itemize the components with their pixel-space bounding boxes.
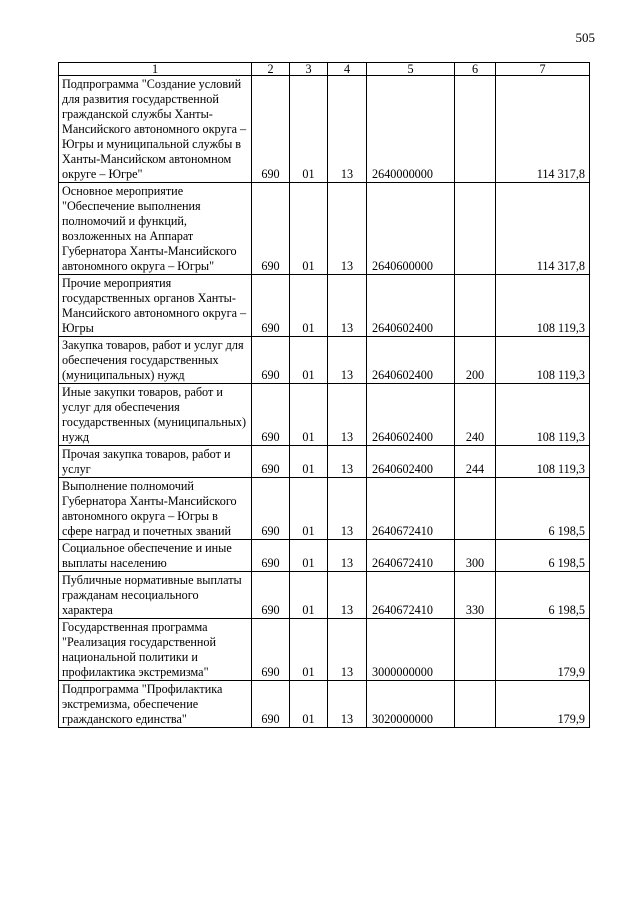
- row-amount: 108 119,3: [496, 337, 590, 384]
- row-name: Основное мероприятие "Обеспечение выполнения полномочий и функций, возложенных на Аппарат Губернатора Ханты-Мансийского автономного округа – Югры": [59, 183, 252, 275]
- row-expense-type: [455, 619, 496, 681]
- header-cell: 4: [328, 63, 367, 76]
- row-expense-type: 244: [455, 446, 496, 478]
- row-target-code: 2640602400: [367, 337, 455, 384]
- row-expense-type: [455, 681, 496, 728]
- row-amount: 114 317,8: [496, 183, 590, 275]
- row-target-code: 2640000000: [367, 76, 455, 183]
- row-section: 01: [290, 619, 328, 681]
- row-section: 01: [290, 572, 328, 619]
- row-ministry-code: 690: [252, 76, 290, 183]
- table-row: [59, 540, 590, 572]
- row-section: 01: [290, 183, 328, 275]
- row-target-code: 3000000000: [367, 619, 455, 681]
- row-amount: 108 119,3: [496, 384, 590, 446]
- row-section: 01: [290, 446, 328, 478]
- header-cell: 6: [455, 63, 496, 76]
- row-expense-type: 300: [455, 540, 496, 572]
- row-target-code: 3020000000: [367, 681, 455, 728]
- table-row: [59, 275, 590, 337]
- row-target-code: 2640672410: [367, 540, 455, 572]
- row-subsection: 13: [328, 540, 367, 572]
- header-cell: 7: [496, 63, 590, 76]
- row-ministry-code: 690: [252, 478, 290, 540]
- row-expense-type: 200: [455, 337, 496, 384]
- row-name: Иные закупки товаров, работ и услуг для обеспечения государственных (муниципальных) нужд: [59, 384, 252, 446]
- row-subsection: 13: [328, 76, 367, 183]
- row-ministry-code: 690: [252, 275, 290, 337]
- table-row: [59, 446, 590, 478]
- row-expense-type: 330: [455, 572, 496, 619]
- row-subsection: 13: [328, 619, 367, 681]
- row-ministry-code: 690: [252, 619, 290, 681]
- row-target-code: 2640602400: [367, 275, 455, 337]
- row-name: Подпрограмма "Создание условий для развития государственной гражданской службы Ханты-Мансийского автономного округа – Югры и муниципальной службы в Ханты-Мансийском автономном округе – Югре": [59, 76, 252, 183]
- row-name: Прочая закупка товаров, работ и услуг: [59, 446, 252, 478]
- row-section: 01: [290, 478, 328, 540]
- row-subsection: 13: [328, 572, 367, 619]
- table-row: [59, 183, 590, 275]
- row-amount: 179,9: [496, 681, 590, 728]
- header-cell: 2: [252, 63, 290, 76]
- row-amount: 179,9: [496, 619, 590, 681]
- header-row: [59, 63, 590, 76]
- row-expense-type: [455, 478, 496, 540]
- row-ministry-code: 690: [252, 572, 290, 619]
- row-name: Прочие мероприятия государственных органов Ханты-Мансийского автономного округа – Югры: [59, 275, 252, 337]
- row-amount: 114 317,8: [496, 76, 590, 183]
- row-name: Подпрограмма "Профилактика экстремизма, обеспечение гражданского единства": [59, 681, 252, 728]
- row-ministry-code: 690: [252, 446, 290, 478]
- row-target-code: 2640600000: [367, 183, 455, 275]
- table-row: [59, 384, 590, 446]
- row-ministry-code: 690: [252, 384, 290, 446]
- row-name: Государственная программа "Реализация государственной национальной политики и профилактика экстремизма": [59, 619, 252, 681]
- table-row: [59, 619, 590, 681]
- row-name: Социальное обеспечение и иные выплаты населению: [59, 540, 252, 572]
- header-cell: 3: [290, 63, 328, 76]
- row-ministry-code: 690: [252, 681, 290, 728]
- table-row: [59, 572, 590, 619]
- row-section: 01: [290, 681, 328, 728]
- row-name: Выполнение полномочий Губернатора Ханты-Мансийского автономного округа – Югры в сфере наград и почетных званий: [59, 478, 252, 540]
- table-row: [59, 478, 590, 540]
- row-target-code: 2640602400: [367, 384, 455, 446]
- row-section: 01: [290, 76, 328, 183]
- row-expense-type: [455, 275, 496, 337]
- row-ministry-code: 690: [252, 337, 290, 384]
- row-subsection: 13: [328, 384, 367, 446]
- header-cell: 5: [367, 63, 455, 76]
- budget-table: [58, 62, 590, 728]
- row-expense-type: 240: [455, 384, 496, 446]
- row-expense-type: [455, 183, 496, 275]
- row-subsection: 13: [328, 446, 367, 478]
- row-subsection: 13: [328, 337, 367, 384]
- row-section: 01: [290, 337, 328, 384]
- row-subsection: 13: [328, 183, 367, 275]
- row-target-code: 2640672410: [367, 478, 455, 540]
- row-ministry-code: 690: [252, 540, 290, 572]
- row-section: 01: [290, 275, 328, 337]
- row-target-code: 2640602400: [367, 446, 455, 478]
- page-number: 505: [575, 30, 595, 45]
- table-row: [59, 681, 590, 728]
- row-section: 01: [290, 384, 328, 446]
- row-ministry-code: 690: [252, 183, 290, 275]
- row-amount: 6 198,5: [496, 572, 590, 619]
- row-expense-type: [455, 76, 496, 183]
- row-amount: 108 119,3: [496, 275, 590, 337]
- row-subsection: 13: [328, 275, 367, 337]
- row-subsection: 13: [328, 478, 367, 540]
- table-row: [59, 337, 590, 384]
- table-row: [59, 76, 590, 183]
- row-amount: 6 198,5: [496, 478, 590, 540]
- row-section: 01: [290, 540, 328, 572]
- row-amount: 108 119,3: [496, 446, 590, 478]
- row-name: Закупка товаров, работ и услуг для обеспечения государственных (муниципальных) нужд: [59, 337, 252, 384]
- row-subsection: 13: [328, 681, 367, 728]
- row-target-code: 2640672410: [367, 572, 455, 619]
- row-name: Публичные нормативные выплаты гражданам несоциального характера: [59, 572, 252, 619]
- row-amount: 6 198,5: [496, 540, 590, 572]
- header-cell: 1: [59, 63, 252, 76]
